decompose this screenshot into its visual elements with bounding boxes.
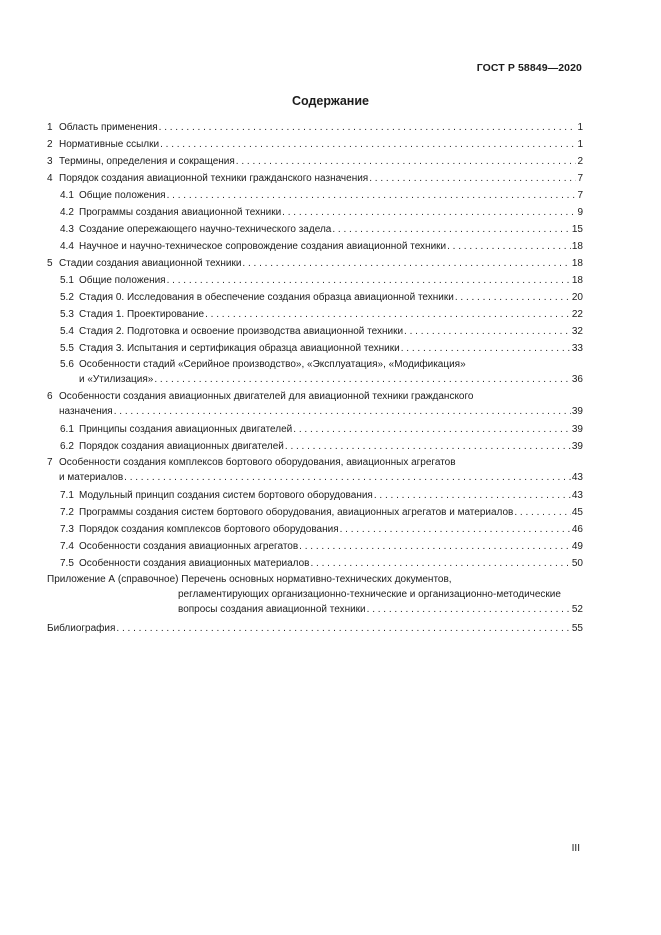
toc-page: 49 (571, 541, 583, 552)
toc-entry-4[interactable] (47, 170, 583, 187)
toc-entry-appendix-a[interactable] (47, 572, 583, 620)
toc-number: 5.3 (60, 309, 74, 320)
toc-title: Область применения (59, 122, 158, 133)
dot-leader (455, 289, 571, 306)
toc-entry-7[interactable] (47, 455, 583, 487)
dot-leader (282, 204, 576, 221)
toc-page: 18 (571, 241, 583, 252)
dot-leader (167, 187, 577, 204)
toc-number: 5.1 (60, 275, 74, 286)
toc-title: Общие положения (79, 275, 166, 286)
page-number: III (571, 843, 580, 854)
toc-number: 4 (47, 173, 53, 184)
toc-line (47, 572, 583, 588)
toc-title: Программы создания систем бортового оборудования, авиационных агрегатов и материалов (79, 507, 514, 518)
toc-title: Особенности стадий «Серийное производство», «Эксплуатация», «Модификация» (79, 359, 466, 370)
toc-title: Стадия 3. Испытания и сертификация образца авиационной техники (79, 343, 400, 354)
toc-title: Принципы создания авиационных двигателей (79, 424, 293, 435)
dot-leader (160, 136, 576, 153)
toc-entry-4-4[interactable] (60, 238, 583, 255)
toc-entry-2[interactable] (47, 136, 583, 153)
toc-title: Термины, определения и сокращения (59, 156, 235, 167)
toc-page: 22 (571, 309, 583, 320)
dot-leader (332, 221, 571, 238)
dot-leader (374, 487, 571, 504)
page-title: Содержание (291, 94, 369, 108)
toc-title-continued: назначения (59, 406, 113, 417)
toc-entry-5[interactable] (47, 255, 583, 272)
toc-page: 39 (571, 441, 583, 452)
toc-page: 32 (571, 326, 583, 337)
toc-number: 7 (47, 457, 53, 468)
toc-line (47, 404, 583, 420)
toc-title-continued: регламентирующих организационно-технические и организационно-методические (178, 589, 561, 600)
toc-number: 4.4 (60, 241, 74, 252)
dot-leader (205, 306, 571, 323)
toc-title: Перечень основных нормативно-технических документов, (181, 574, 452, 585)
toc-page: 36 (571, 374, 583, 385)
toc-page: 43 (571, 472, 583, 483)
dot-leader (154, 372, 571, 388)
toc-entry-7-1[interactable] (60, 487, 583, 504)
dot-leader (514, 504, 571, 521)
toc-title: Стадия 0. Исследования в обеспечение создания образца авиационной техники (79, 292, 454, 303)
dot-leader (369, 170, 576, 187)
appendix-label: Приложение А (справочное) (47, 574, 179, 585)
toc-page: 18 (571, 258, 583, 269)
toc-entry-7-3[interactable] (60, 521, 583, 538)
toc-number: 5.4 (60, 326, 74, 337)
toc-number: 2 (47, 139, 53, 150)
toc-page: 43 (571, 490, 583, 501)
toc-entry-6-1[interactable] (60, 421, 583, 438)
dot-leader (114, 404, 571, 420)
toc-entry-5-1[interactable] (60, 272, 583, 289)
toc-title: Особенности создания авиационных агрегатов (79, 541, 299, 552)
toc-title: Порядок создания авиационных двигателей (79, 441, 284, 452)
toc-page: 55 (571, 623, 583, 634)
toc-title: Стадия 1. Проектирование (79, 309, 205, 320)
toc-page: 1 (577, 139, 583, 150)
toc-page: 46 (571, 524, 583, 535)
toc-title: Общие положения (79, 190, 166, 201)
toc-line (47, 389, 583, 405)
dot-leader (116, 620, 570, 637)
toc-page: 50 (571, 558, 583, 569)
toc-entry-5-4[interactable] (60, 323, 583, 340)
toc-number: 7.1 (60, 490, 74, 501)
toc-entry-7-2[interactable] (60, 504, 583, 521)
toc-number: 5 (47, 258, 53, 269)
toc-number: 4.3 (60, 224, 74, 235)
toc-line (47, 455, 583, 471)
dot-leader (293, 421, 571, 438)
toc-number: 5.2 (60, 292, 74, 303)
toc-page: 7 (577, 190, 583, 201)
toc-entry-5-5[interactable] (60, 340, 583, 357)
toc-title: Модульный принцип создания систем бортового оборудования (79, 490, 373, 501)
toc-title: Особенности создания авиационных двигателей для авиационной техники гражданского (59, 391, 474, 402)
toc-title: Особенности создания комплексов бортового оборудования, авиационных агрегатов (59, 457, 456, 468)
toc-entry-1[interactable] (47, 119, 583, 136)
toc-line (47, 587, 583, 603)
toc-page: 18 (571, 275, 583, 286)
toc-number: 7.2 (60, 507, 74, 518)
toc-page: 2 (577, 156, 583, 167)
standard-number: ГОСТ Р 58849—2020 (476, 62, 582, 74)
toc-number: 6 (47, 391, 53, 402)
toc-number: 6.1 (60, 424, 74, 435)
toc-title: Порядок создания авиационной техники гражданского назначения (59, 173, 369, 184)
toc-page: 15 (571, 224, 583, 235)
toc-entry-5-2[interactable] (60, 289, 583, 306)
toc-number: 4.1 (60, 190, 74, 201)
dot-leader (299, 538, 571, 555)
toc-page: 33 (571, 343, 583, 354)
toc-entry-4-3[interactable] (60, 221, 583, 238)
toc-number: 7.4 (60, 541, 74, 552)
toc-page: 1 (577, 122, 583, 133)
dot-leader (447, 238, 571, 255)
toc-number: 7.5 (60, 558, 74, 569)
dot-leader (404, 323, 571, 340)
toc-title: Особенности создания авиационных материалов (79, 558, 310, 569)
toc-page: 9 (577, 207, 583, 218)
toc-line (47, 602, 583, 618)
dot-leader (311, 555, 571, 572)
dot-leader (124, 470, 571, 486)
toc-title: Создание опережающего научно-технического задела (79, 224, 332, 235)
toc-entry-7-5[interactable] (60, 555, 583, 572)
toc-title-continued: вопросы создания авиационной техники (178, 604, 366, 615)
dot-leader (159, 119, 577, 136)
dot-leader (285, 438, 571, 455)
toc-number: 5.5 (60, 343, 74, 354)
dot-leader (340, 521, 571, 538)
toc-title: Стадия 2. Подготовка и освоение производства авиационной техники (79, 326, 404, 337)
dot-leader (367, 602, 571, 618)
toc-title: Порядок создания комплексов бортового оборудования (79, 524, 339, 535)
dot-leader (236, 153, 577, 170)
toc-page: 7 (577, 173, 583, 184)
toc-title: Стадии создания авиационной техники (59, 258, 242, 269)
toc-entry-5-6[interactable] (60, 357, 583, 389)
toc-title: Программы создания авиационной техники (79, 207, 282, 218)
toc-entry-4-2[interactable] (60, 204, 583, 221)
toc-title: Нормативные ссылки (59, 139, 160, 150)
dot-leader (167, 272, 571, 289)
table-of-contents (47, 119, 583, 637)
toc-line (47, 470, 583, 486)
toc-entry-7-4[interactable] (60, 538, 583, 555)
toc-number: 6.2 (60, 441, 74, 452)
toc-title-continued: и материалов (59, 472, 124, 483)
toc-entry-6[interactable] (47, 389, 583, 421)
toc-line (60, 372, 583, 388)
toc-number: 4.2 (60, 207, 74, 218)
toc-page: 45 (571, 507, 583, 518)
toc-entry-3[interactable] (47, 153, 583, 170)
toc-page: 39 (571, 424, 583, 435)
toc-number: 3 (47, 156, 53, 167)
toc-entry-4-1[interactable] (60, 187, 583, 204)
toc-title: Научное и научно-техническое сопровождение создания авиационной техники (79, 241, 447, 252)
dot-leader (242, 255, 570, 272)
toc-number: 7.3 (60, 524, 74, 535)
toc-number: 1 (47, 122, 53, 133)
toc-title: Библиография (47, 623, 116, 634)
toc-page: 39 (571, 406, 583, 417)
toc-number: 5.6 (60, 359, 74, 370)
dot-leader (401, 340, 571, 357)
toc-title-continued: и «Утилизация» (79, 374, 154, 385)
toc-page: 52 (571, 604, 583, 615)
toc-entry-5-3[interactable] (60, 306, 583, 323)
toc-entry-6-2[interactable] (60, 438, 583, 455)
toc-page: 20 (571, 292, 583, 303)
toc-entry-bibliography[interactable] (47, 620, 583, 637)
toc-line (60, 357, 583, 373)
